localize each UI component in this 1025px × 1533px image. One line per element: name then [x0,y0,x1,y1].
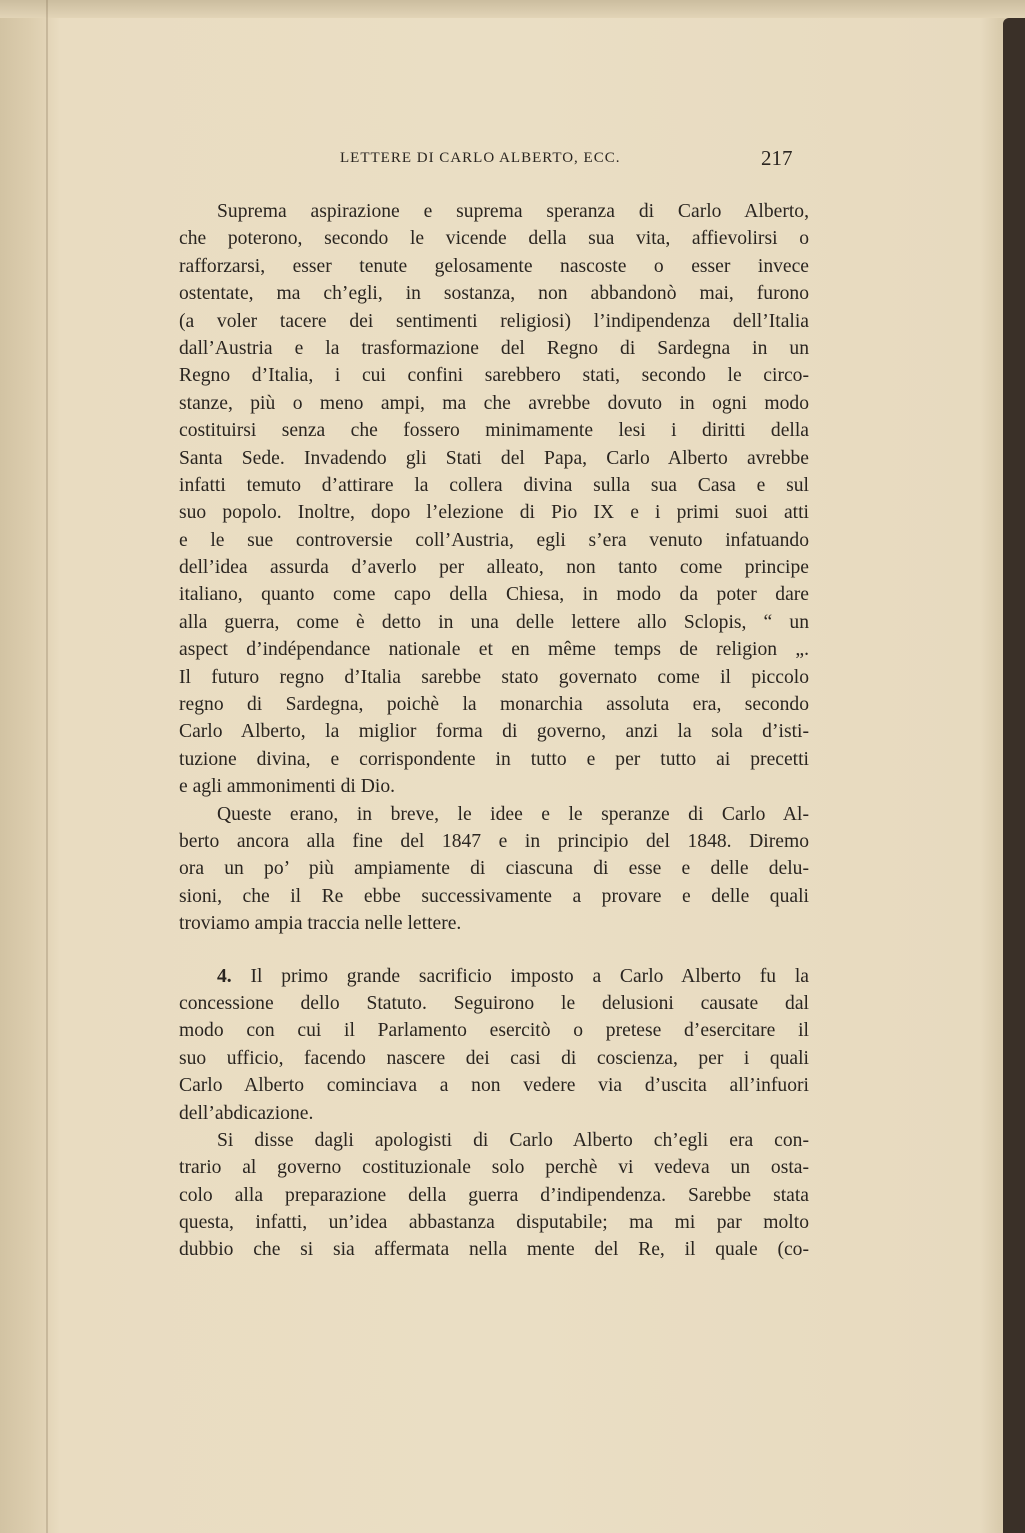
text-line: Si disse dagli apologisti di Carlo Alberto ch’egli era con- [217,1129,809,1151]
text-line: suo popolo. Inoltre, dopo l’elezione di Pio IX e i primi suoi atti [179,502,809,524]
text-line: concessione dello Statuto. Seguirono le delusioni causate dal [179,992,809,1014]
text-line: stanze, più o meno ampi, ma che avrebbe dovuto in ogni modo [179,392,809,414]
binding-gutter [46,0,48,1533]
text-line: Suprema aspirazione e suprema speranza di Carlo Alberto, [217,201,809,222]
text-line: Carlo Alberto cominciava a non vedere via d’uscita all’infuori [179,1075,809,1097]
text-line: dell’idea assurda d’averlo per alleato, non tanto come principe [179,557,809,579]
text-line: Il futuro regno d’Italia sarebbe stato governato come il piccolo [179,666,809,688]
text-line: Carlo Alberto, la miglior forma di governo, anzi la sola d’isti- [179,721,809,743]
text-line: suo ufficio, facendo nascere dei casi di coscienza, per i quali [179,1047,809,1069]
text-line: trario al governo costituzionale solo perchè vi vedeva un osta- [179,1157,809,1179]
section-number: 4. [217,965,232,987]
page-number: 217 [761,146,793,170]
text-line: Queste erano, in breve, le idee e le speranze di Carlo Al- [217,803,809,825]
body-text [179,198,809,1264]
text-line: dell’abdicazione. [179,1102,314,1124]
paragraph [179,198,809,801]
text-line: rafforzarsi, esser tenute gelosamente nascoste o esser invece [179,255,809,277]
text-line: infatti temuto d’attirare la collera divina sulla sua Casa e sul [179,474,809,496]
text-line: che poterono, secondo le vicende della sua vita, affievolirsi o [179,228,809,250]
text-line: ostentate, ma ch’egli, in sostanza, non abbandonò mai, furono [179,283,809,305]
line-text: Il primo grande sacrificio imposto a Carlo Alberto fu la [250,965,809,987]
text-line: dall’Austria e la trasformazione del Regno di Sardegna in un [179,337,809,359]
text-line: alla guerra, come è detto in una delle lettere allo Sclopis, “ un [179,611,809,633]
text-line [179,963,809,990]
text-line: (a voler tacere dei sentimenti religiosi) l’indipendenza dell’Italia [179,310,809,332]
text-line: berto ancora alla fine del 1847 e in principio del 1848. Diremo [179,830,809,852]
text-line: regno di Sardegna, poichè la monarchia assoluta era, secondo [179,694,809,716]
page-top-edge [0,0,1025,18]
text-line: e agli ammonimenti di Dio. [179,776,396,798]
text-line: sioni, che il Re ebbe successivamente a provare e delle quali [179,885,809,907]
text-line: aspect d’indépendance nationale et en même temps de religion „. [179,639,809,661]
text-line: costituirsi senza che fossero minimamente lesi i diritti della [179,420,809,442]
text-line: tuzione divina, e corrispondente in tutto e per tutto ai precetti [179,748,809,770]
text-line: troviamo ampia traccia nelle lettere. [179,913,462,935]
text-line: e le sue controversie coll’Austria, egli s’era venuto infatuando [179,529,809,551]
text-line: questa, infatti, un’idea abbastanza disputabile; ma mi par molto [179,1212,809,1234]
text-line: colo alla preparazione della guerra d’indipendenza. Sarebbe stata [179,1184,809,1206]
text-line: dubbio che si sia affermata nella mente del Re, il quale (co- [179,1239,809,1261]
paragraph [179,1127,809,1264]
running-header: LETTERE DI CARLO ALBERTO, ECC. [340,150,621,166]
paragraph [179,801,809,938]
text-line: ora un po’ più ampiamente di ciascuna di esse e delle delu- [179,858,809,880]
text-line: modo con cui il Parlamento esercitò o pretese d’esercitare il [179,1020,809,1042]
book-cover-edge [1003,18,1025,1533]
text-line: Santa Sede. Invadendo gli Stati del Papa, Carlo Alberto avrebbe [179,447,809,469]
text-line: italiano, quanto come capo della Chiesa, in modo da poter dare [179,584,809,606]
text-line: Regno d’Italia, i cui confini sarebbero stati, secondo le circo- [179,365,809,387]
paragraph [179,963,809,1127]
